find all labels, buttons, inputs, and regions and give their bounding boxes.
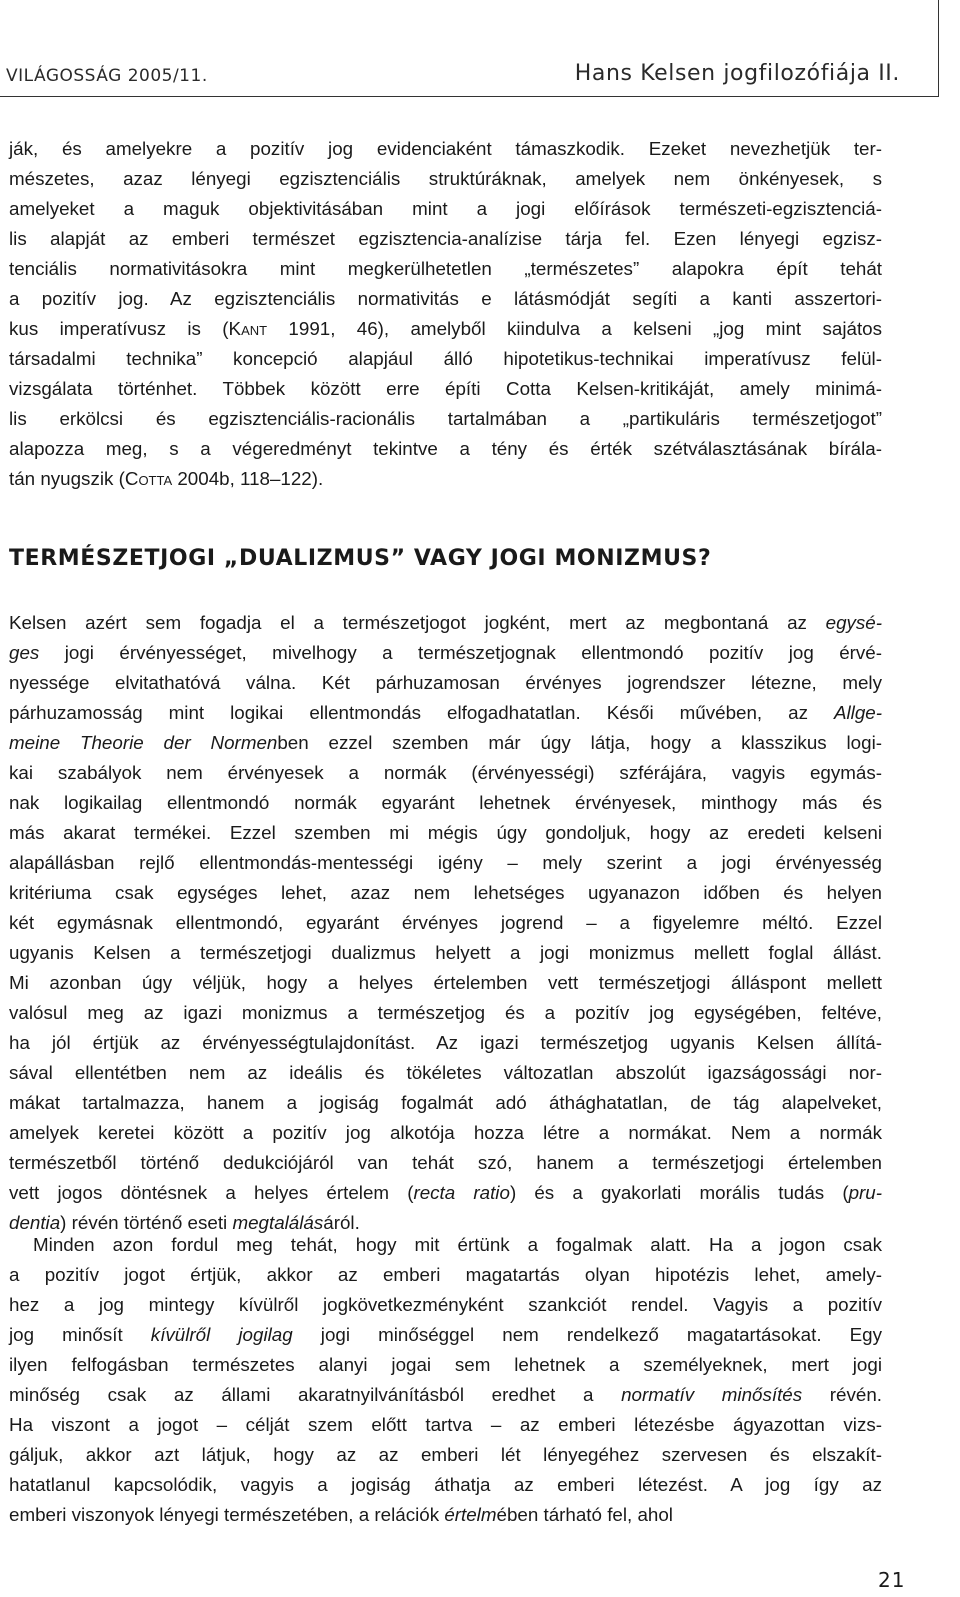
text-line: jog minősít kívülről jogilag jogi minőséggel nem rendelkező magatartásokat. Egy — [9, 1324, 882, 1345]
text-line: meine Theorie der Normenben ezzel szemben már úgy látja, hogy a klasszikus logi- — [9, 732, 883, 753]
text-line: nyessége elvitathatóvá válna. Két párhuzamosan érvényes jogrendszer létezne, mely — [9, 672, 882, 693]
journal-name: VILÁGOSSÁG 2005/11. — [6, 66, 208, 86]
text-line: ják, és amelyekre a pozitív jog evidenciaként támaszkodik. Ezeket nevezhetjük ter- — [9, 138, 882, 159]
text-line: vizsgálata történhet. Többek között erre építi Cotta Kelsen-kritikáját, amely minimá- — [9, 378, 882, 399]
text-line: hatatlanul kapcsolódik, vagyis a jogiság áthatja az emberi létezést. A jog így az — [9, 1474, 882, 1495]
text-line: kritériuma csak egységes lehet, azaz nem lehetséges ugyanazon időben és helyen — [9, 882, 882, 903]
text-line: Ha viszont a jogot – célját szem előtt tartva – az emberi létezésbe ágyazottan vizs- — [9, 1414, 882, 1435]
text-line: mészetes, azaz lényegi egzisztenciális struktúráknak, amelyek nem önkényesek, s — [9, 168, 882, 189]
text-line: lis alapját az emberi természet egzisztencia-analízise tárja fel. Ezen lényegi egzisz- — [9, 228, 882, 249]
article-title: Hans Kelsen jogfilozófiája II. — [574, 61, 900, 86]
text-line: dentia) révén történő eseti megtalálásáról. — [9, 1212, 360, 1233]
text-line: Mi azonban úgy véljük, hogy a helyes értelemben vett természetjogi álláspont mellett — [9, 972, 882, 993]
section-heading: TERMÉSZETJOGI „DUALIZMUS” VAGY JOGI MONIZMUS? — [9, 546, 712, 571]
text-line: a pozitív jogot értjük, akkor az emberi magatartás olyan hipotézis lehet, amely- — [9, 1264, 882, 1285]
text-line: alapozza meg, s a végeredményt tekintve a tény és érték szétválasztásának bírála- — [9, 438, 882, 459]
text-line: amelyeket a maguk objektivitásában mint a jogi előírások természeti-egzisztenciá- — [9, 198, 882, 219]
text-line: vett jogos döntésnek a helyes értelem (recta ratio) és a gyakorlati morális tudás (pru- — [9, 1182, 882, 1203]
paragraph-2 — [9, 608, 882, 1238]
text-line: alapállásban rejlő ellentmondás-mentességi igény – mely szerint a jogi érvényesség — [9, 852, 882, 873]
text-line: ha jól értjük az érvényességtulajdonítást. Az igazi természetjog ugyanis Kelsen állítá- — [9, 1032, 882, 1053]
text-line: két egymásnak ellentmondó, egyaránt érvényes jogrend – a figyelemre méltó. Ezzel — [9, 912, 882, 933]
header-rule — [0, 96, 938, 97]
text-line: nak logikailag ellentmondó normák egyaránt lehetnek érvényesek, minthogy más és — [9, 792, 882, 813]
text-line: tán nyugszik (Cotta 2004b, 118–122). — [9, 468, 324, 489]
text-line: Minden azon fordul meg tehát, hogy mit értünk a fogalmak alatt. Ha a jogon csak — [33, 1234, 882, 1255]
text-line: más akarat termékei. Ezzel szemben mi mégis úgy gondoljuk, hogy az eredeti kelseni — [9, 822, 882, 843]
text-line: a pozitív jog. Az egzisztenciális normativitás e látásmódját segíti a kanti asszertori- — [9, 288, 882, 309]
text-line: társadalmi technika” koncepció alapjául álló hipotetikus-technikai imperatívusz felül- — [9, 348, 882, 369]
text-line: kus imperatívusz is (Kant 1991, 46), amelyből kiindulva a kelseni „jog mint sajátos — [9, 318, 882, 339]
text-line: Kelsen azért sem fogadja el a természetjogot jogként, mert az megbontaná az egysé- — [9, 612, 882, 633]
page-number: 21 — [878, 1568, 906, 1592]
text-line: párhuzamosság mint logikai ellentmondás elfogadhatatlan. Késői művében, az Allge- — [9, 702, 882, 723]
running-header — [0, 0, 938, 96]
text-line: mákat tartalmazza, hanem a jogiság fogalmát adó áthághatatlan, de tág alapelveket, — [9, 1092, 882, 1113]
text-line: ilyen felfogásban természetes alanyi jogai sem lehetnek a személyeknek, mert jogi — [9, 1354, 882, 1375]
text-line: ugyanis Kelsen a természetjogi dualizmus helyett a jogi monizmus mellett foglal állást. — [9, 942, 882, 963]
paragraph-3 — [9, 1230, 882, 1530]
text-line: amelyek keretei között a pozitív jog alkotója hozza létre a normákat. Nem a normák — [9, 1122, 882, 1143]
text-line: hez a jog mintegy kívülről jogkövetkezményként szankciót rendel. Vagyis a pozitív — [9, 1294, 882, 1315]
text-line: minőség csak az állami akaratnyilvánításból eredhet a normatív minősítés révén. — [9, 1384, 882, 1405]
text-line: sával ellentétben nem az ideális és tökéletes változatlan abszolút igazságossági nor- — [9, 1062, 882, 1083]
text-line: lis erkölcsi és egzisztenciális-racionális tartalmában a „partikuláris természetjogot” — [9, 408, 882, 429]
text-line: valósul meg az igazi monizmus a természetjog és a pozitív jog egységében, feltéve, — [9, 1002, 882, 1023]
text-line: ges jogi érvényességet, mivelhogy a természetjognak ellentmondó pozitív jog érvé- — [9, 642, 882, 663]
text-line: természetből történő dedukciójáról van tehát szó, hanem a természetjogi értelemben — [9, 1152, 882, 1173]
text-line: gáljuk, akkor azt látjuk, hogy az az emberi lét lényegéhez szervesen és elszakít- — [9, 1444, 882, 1465]
text-line: kai szabályok nem érvényesek a normák (érvényességi) szférájára, vagyis egymás- — [9, 762, 882, 783]
text-line: tenciális normativitásokra mint megkerülhetetlen „természetes” alapokra épít tehát — [9, 258, 882, 279]
paragraph-1 — [9, 134, 882, 494]
text-line: emberi viszonyok lényegi természetében, a relációk értelmében tárható fel, ahol — [9, 1504, 673, 1525]
header-corner-rule — [938, 0, 939, 97]
